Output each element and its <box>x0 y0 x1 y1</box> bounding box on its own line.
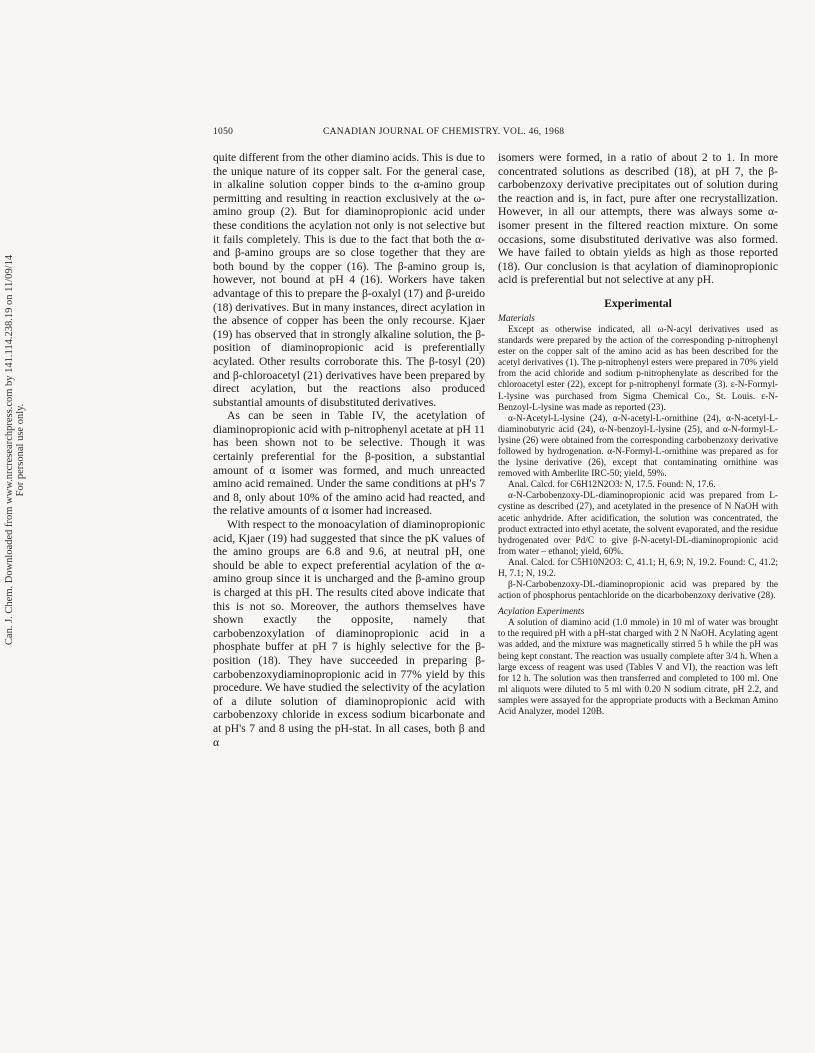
analysis-line: Anal. Calcd. for C6H12N2O3: N, 17.5. Found: N, 17.6. <box>508 480 716 491</box>
body-paragraph: quite different from the other diamino acids. This is due to the unique nature of its copper salt. For the general case, in alkaline solution copper binds to the α-amino group permitting and resulting in reaction exclusively at the ω-amino group (2). But for diaminopropionic acid under these conditions the acylation not only is not selective but it fails completely. This is due to the fact that both the α- and β-amino groups are so close together that they are both bound by the copper (16). The β-amino group is, however, not bound at pH 4 (16). Workers have taken advantage of this to prepare the β-oxalyl (17) and β-ureido (18) derivatives. But in many instances, direct acylation in the absence of copper has been the only recourse. Kjaer (19) has observed that in strongly alkaline solution, the β-position of diaminopropionic acid is preferentially acylated. Other results corroborate this. The β-tosyl (20) and β-chloroacetyl (21) derivatives have been prepared by direct acylation, but the reactions also produced substantial amounts of disubstituted derivatives. <box>213 151 485 409</box>
analysis-line: Anal. Calcd. for C5H10N2O3: C, 41.1; H, 6.9; N, 19.2. Found: C, 41.2; H, 7.1; N, 19.2. <box>498 557 778 579</box>
materials-paragraph: Except as otherwise indicated, all ω-N-acyl derivatives used as standards were prepared by the action of the corresponding p-nitrophenyl ester on the copper salt of the amino acid as has been described for the acetyl derivatives (1). The p-nitrophenyl esters were prepared in 70% yield from the acid chloride and sodium p-nitrophenylate as described for the chloroacetyl ester (22), except for p-nitrophenyl formate (3). ε-N-Formyl-L-lysine was purchased from Sigma Chemical Co., St. Louis. ε-N-Benzoyl-L-lysine was made as reported (23). <box>498 324 778 413</box>
watermark-line-2: For personal use only. <box>15 403 26 497</box>
right-column <box>498 151 778 718</box>
acylation-paragraph: A solution of diamino acid (1.0 mmole) in 10 ml of water was brought to the required pH with a pH-stat charged with 2 N NaOH. Acylating agent was added, and the mixture was magnetically stirred 5 h while the pH was being kept constant. The reaction was usually complete after 3/4 h. When a large excess of reagent was used (Tables V and VI), the reaction was left for 12 h. The solution was then transferred and completed to 100 ml. One ml aliquots were diluted to 5 ml with 0.20 N sodium citrate, pH 2.2, and samples were assayed for the appropriate products with a Beckman Amino Acid Analyzer, model 120B. <box>498 618 778 718</box>
materials-paragraph: α-N-Acetyl-L-lysine (24), α-N-acetyl-L-ornithine (24), α-N-acetyl-L-diaminobutyric acid (24), α-N-benzoyl-L-lysine (25), and α-N-formyl-L-lysine (26) were obtained from the corresponding carbobenzoxy derivative followed by hydrogenation. α-N-Formyl-L-ornithine was prepared as for the lysine derivative (26), except that contaminating ornithine was removed with Amberlite IRC-50; yield, 59%. <box>498 413 778 480</box>
download-watermark <box>4 170 26 730</box>
body-paragraph: With respect to the monoacylation of diaminopropionic acid, Kjaer (19) had suggested that since the pK values of the amino groups are 6.8 and 9.6, at neutral pH, one should be able to expect preferential acylation of the α-amino group since it is uncharged and the β-amino group is charged at this pH. The results cited above indicate that this is not so. Moreover, the authors themselves have shown exactly the opposite, namely that carbobenzoxylation of diaminopropionic acid in a phosphate buffer at pH 7 is highly selective for the β-position (18). They have succeeded in preparing β-carbobenzoxydiaminopropionic acid in 77% yield by this procedure. We have studied the selectivity of the acylation of a dilute solution of diaminopropionic acid with carbobenzoxy chloride in excess sodium bicarbonate and at pH's 7 and 8 using the pH-stat. In all cases, both β and α <box>213 518 485 749</box>
materials-paragraph: α-N-Carbobenzoxy-DL-diaminopropionic acid was prepared from L-cystine as described (27), and acetylated in the presence of N NaOH with acetic anhydride. After acidification, the solution was concentrated, the product extracted into ethyl acetate, the solvent evaporated, and the residue hydrogenated over Pd/C to give β-N-acetyl-DL-diaminopropionic acid from water – ethanol; yield, 60%. <box>498 491 778 557</box>
watermark-line-1: Can. J. Chem. Downloaded from www.nrcresearchpress.com by 141.114.238.19 on 11/09/14 <box>4 254 15 646</box>
left-column <box>213 151 485 749</box>
page-number: 1050 <box>213 127 234 137</box>
materials-paragraph: β-N-Carbobenzoxy-DL-diaminopropionic acid was prepared by the action of phosphorus pentachloride on the dicarbobenzoxy derivative (28). <box>498 580 778 602</box>
section-heading-experimental: Experimental <box>604 296 672 310</box>
body-paragraph: isomers were formed, in a ratio of about 2 to 1. In more concentrated solutions as described (18), at pH 7, the β-carbobenzoxy derivative precipitates out of solution during the reaction and is, in fact, pure after one recrystallization. However, in all our attempts, there was always some α-isomer present in the filtered reaction mixture. On some occasions, some disubstituted derivative was also formed. We have failed to obtain yields as high as those reported (18). Our conclusion is that acylation of diaminopropionic acid is preferential but not selective at any pH. <box>498 151 778 287</box>
body-paragraph: As can be seen in Table IV, the acetylation of diaminopropionic acid with p-nitrophenyl acetate at pH 11 has been shown not to be selective. Though it was certainly preferential for the β-position, a substantial amount of α isomer was formed, and much unreacted amino acid remained. Under the same conditions at pH's 7 and 8, only about 10% of the amino acid had reacted, and the relative amounts of α isomer had increased. <box>213 409 485 518</box>
subheading-acylation: Acylation Experiments <box>498 607 585 618</box>
subheading-materials: Materials <box>498 313 535 324</box>
journal-title: CANADIAN JOURNAL OF CHEMISTRY. VOL. 46, 1968 <box>323 127 565 137</box>
